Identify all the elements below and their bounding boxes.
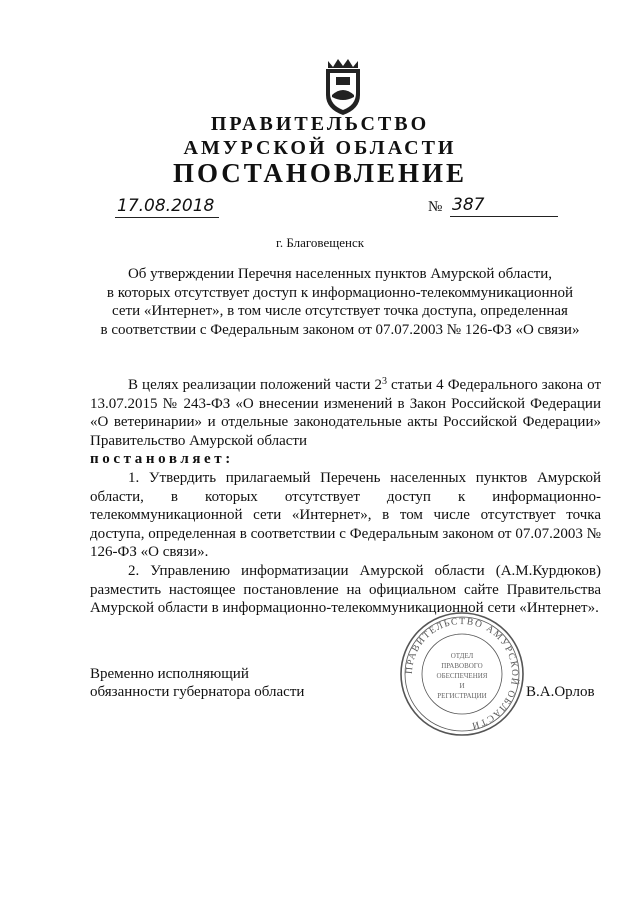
svg-text:РЕГИСТРАЦИИ: РЕГИСТРАЦИИ <box>437 692 487 700</box>
document-type-title: ПОСТАНОВЛЕНИЕ <box>172 158 468 188</box>
subject-line: в соответствии с Федеральным законом от 07.07.2003 № 126-ФЗ «О связи» <box>100 321 580 338</box>
resolves-word: постановляет: <box>90 451 234 468</box>
document-number: 387 <box>450 195 558 217</box>
svg-text:ОТДЕЛ: ОТДЕЛ <box>450 652 474 660</box>
document-body <box>90 373 601 618</box>
number-sign: № <box>428 199 443 215</box>
subject-line: сети «Интернет», в том числе отсутствует точка доступа, определенная <box>112 303 568 320</box>
subject-line: в которых отсутствует доступ к информационно-телекоммуникационной <box>106 284 574 301</box>
item-1-paragraph: 1. Утвердить прилагаемый Перечень населенных пунктов Амурской области, в которых отсутствует доступ к информационно-телекоммуникационной сети «Интернет», в том числе отсутствует точка доступа, определенная в соответствии с Федеральным законом от 07.07.2003 № 126-ФЗ «О связи». <box>90 469 601 561</box>
coat-of-arms-emblem <box>316 55 370 117</box>
item-2-paragraph: 2. Управлению информатизации Амурской области (А.М.Курдюков) разместить настоящее постановление на официальном сайте Правительства Амурской области в информационно-телекоммуникационной сети «Интернет». <box>90 562 601 617</box>
document-subject <box>90 265 590 339</box>
government-title-line1: ПРАВИТЕЛЬСТВО <box>210 113 430 135</box>
document-date: 17.08.2018 <box>115 196 219 218</box>
subject-line: Об утверждении Перечня населенных пунктов Амурской области, <box>127 266 553 282</box>
svg-text:ПРАВОВОГО: ПРАВОВОГО <box>441 662 483 670</box>
intro-text-b: статьи 4 Федерального закона от 13.07.2015 № 243-ФЗ «О внесении изменений в Закон Российской Федерации «О ветеринарии» и отдельные законодательные акты Российской Федерации» Правительство Амурской области <box>90 377 601 449</box>
signatory-name: В.А.Орлов <box>526 684 595 700</box>
seal-outer-text: ПРАВИТЕЛЬСТВО АМУРСКОЙ ОБЛАСТИ <box>404 616 520 731</box>
intro-paragraph <box>90 373 601 450</box>
resolves-line <box>90 450 601 469</box>
government-title-line2: АМУРСКОЙ ОБЛАСТИ <box>183 137 457 159</box>
official-seal-stamp <box>398 610 526 738</box>
signatory-position-line1: Временно исполняющий <box>90 666 249 682</box>
svg-text:ОБЕСПЕЧЕНИЯ: ОБЕСПЕЧЕНИЯ <box>436 672 488 680</box>
city-name: г. Благовещенск <box>275 235 365 250</box>
intro-text-a: В целях реализации положений части 2 <box>128 377 382 393</box>
signatory-position-line2: обязанности губернатора области <box>90 684 305 700</box>
svg-text:И: И <box>459 682 465 690</box>
intro-superscript: 3 <box>381 376 387 387</box>
